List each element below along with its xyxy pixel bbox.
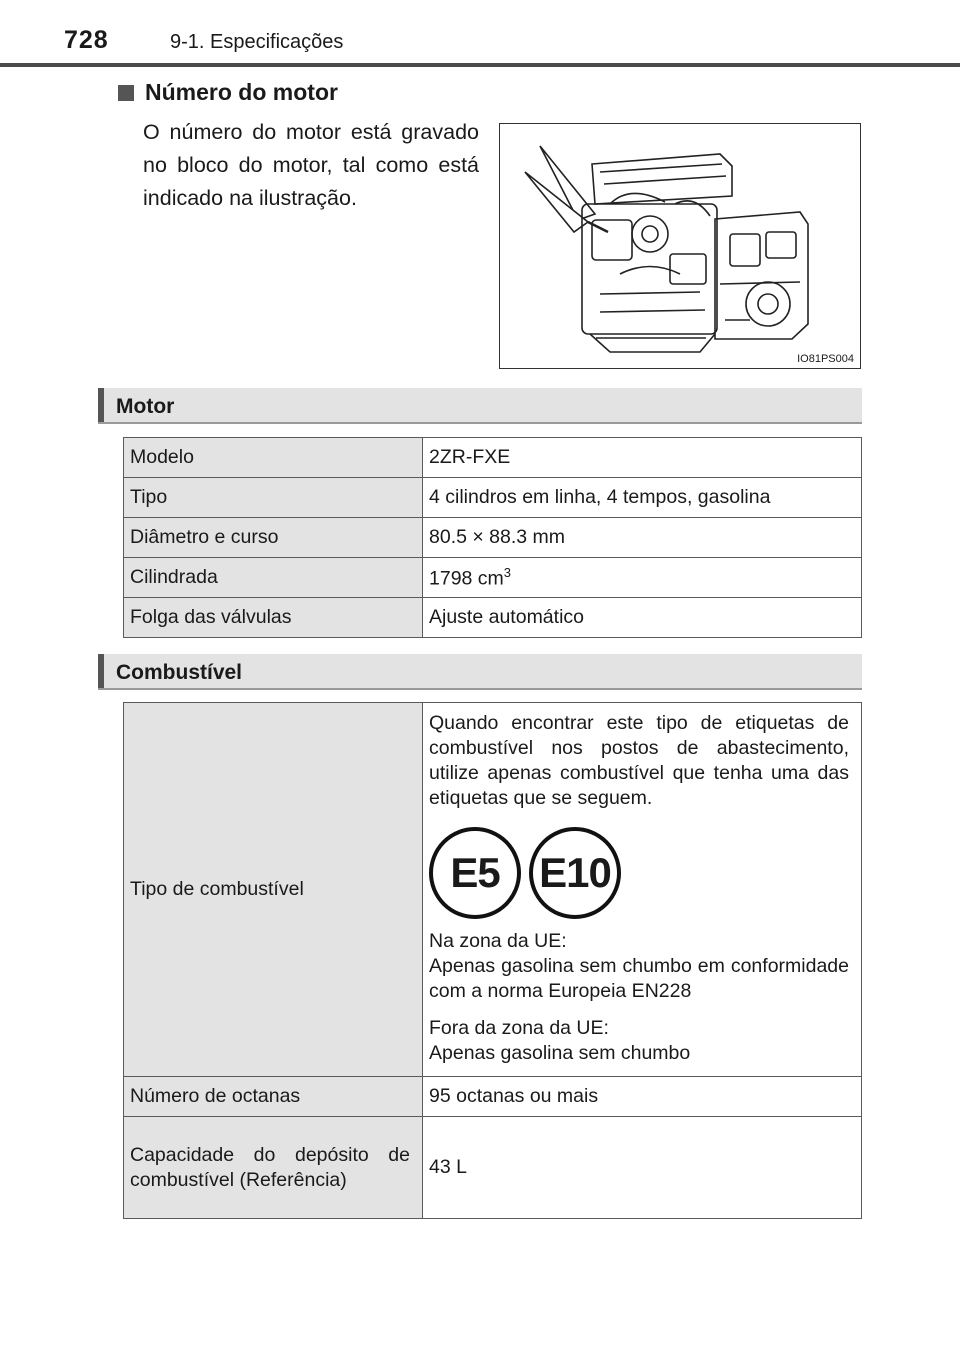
table-row [124, 598, 862, 638]
heading-accent [98, 654, 104, 688]
fuel-heading: Combustível [116, 661, 243, 684]
page-number: 728 [64, 26, 109, 54]
engine-number-title: Número do motor [145, 79, 338, 105]
tank-label: Capacidade do depósito de combustível (Referência) [124, 1117, 423, 1219]
header-rule [0, 63, 960, 67]
row-value: Ajuste automático [423, 598, 862, 638]
row-label: Folga das válvulas [124, 598, 423, 638]
table-row [124, 703, 862, 1077]
row-label: Tipo [124, 478, 423, 518]
octane-value: 95 octanas ou mais [423, 1077, 862, 1117]
table-row [124, 1117, 862, 1219]
heading-accent [98, 388, 104, 422]
tank-value: 43 L [423, 1117, 862, 1219]
fuel-type-label: Tipo de combustível [124, 703, 423, 1077]
e10-label-icon: E10 [529, 827, 621, 919]
square-bullet-icon [118, 85, 134, 101]
fuel-label-badges [429, 827, 849, 919]
eu-title: Na zona da UE: [429, 930, 567, 952]
engine-illustration [499, 123, 861, 369]
motor-spec-table [123, 437, 862, 638]
table-row [124, 518, 862, 558]
displacement-unit-exponent: 3 [503, 564, 512, 580]
fuel-spec-table [123, 702, 862, 1219]
displacement-value: 1798 cm [429, 567, 504, 590]
engine-number-heading [118, 79, 338, 106]
motor-heading: Motor [116, 395, 175, 418]
fuel-heading-bar [98, 654, 862, 690]
row-value: 80.5 × 88.3 mm [423, 518, 862, 558]
fuel-type-intro: Quando encontrar este tipo de etiquetas de combustível nos postos de abastecimento, utilize apenas combustível que tenha uma das etiquetas que se seguem. [429, 712, 849, 809]
non-eu-title: Fora da zona da UE: [429, 1017, 609, 1039]
engine-number-text: O número do motor está gravado no bloco do motor, tal como está indicado na ilustração. [143, 120, 479, 210]
eu-text: Apenas gasolina sem chumbo em conformidade com a norma Europeia EN228 [429, 955, 849, 1002]
engine-drawing-icon [500, 124, 860, 368]
row-value: 4 cilindros em linha, 4 tempos, gasolina [423, 478, 862, 518]
row-value: 2ZR-FXE [423, 438, 862, 478]
figure-code: IO81PS004 [797, 353, 854, 365]
e5-label-icon: E5 [429, 827, 521, 919]
row-label: Diâmetro e curso [124, 518, 423, 558]
row-value-displacement [423, 558, 862, 598]
fuel-type-value [423, 703, 862, 1077]
row-label: Modelo [124, 438, 423, 478]
table-row [124, 558, 862, 598]
motor-heading-bar [98, 388, 862, 424]
section-title: 9-1. Especificações [170, 31, 344, 53]
table-row [124, 1077, 862, 1117]
non-eu-text: Apenas gasolina sem chumbo [429, 1042, 691, 1064]
row-label: Cilindrada [124, 558, 423, 598]
octane-label: Número de octanas [124, 1077, 423, 1117]
table-row [124, 438, 862, 478]
table-row [124, 478, 862, 518]
